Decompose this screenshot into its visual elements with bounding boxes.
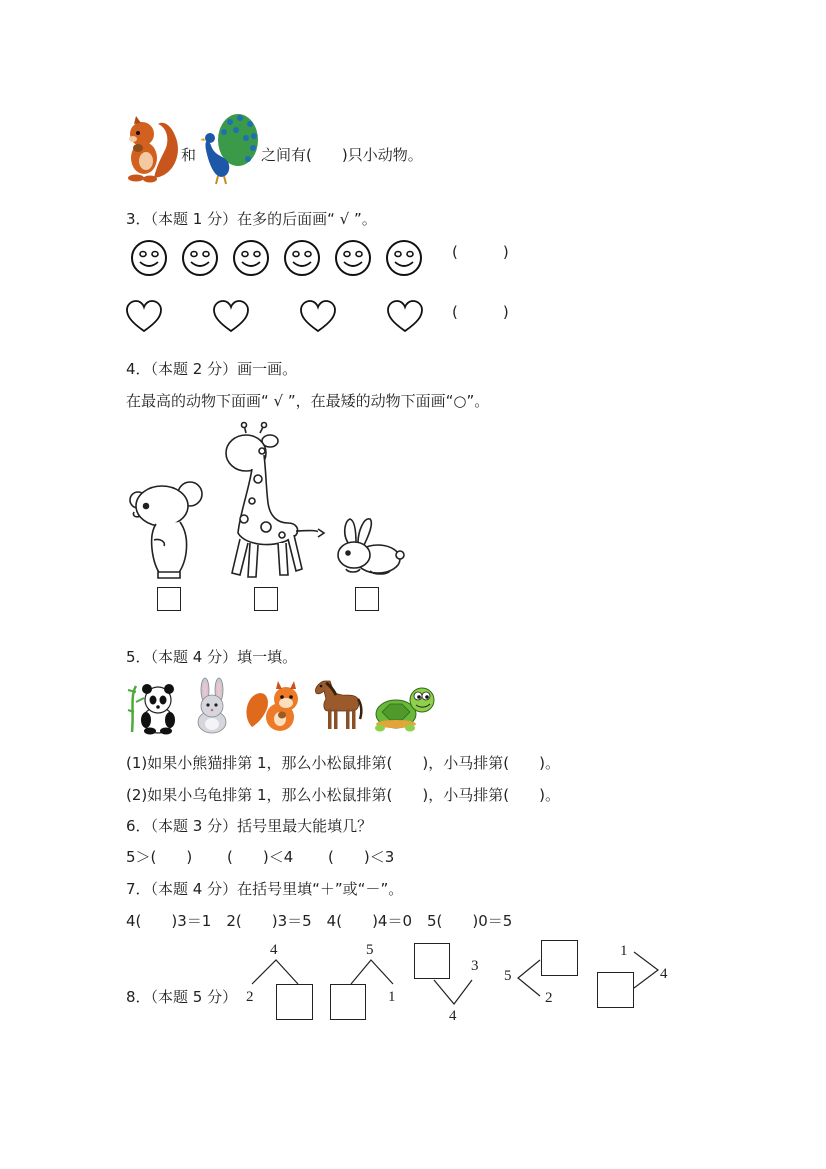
smiley-icon <box>334 239 372 277</box>
q7-title: 7．（本题 4 分）在括号里填“＋”或“－”。 <box>126 880 404 898</box>
q8-title: 8．（本题 5 分） <box>126 988 238 1006</box>
smiley-icon <box>232 239 270 277</box>
q8-bond-2-box[interactable] <box>330 984 366 1020</box>
q8-bond-1-box[interactable] <box>276 984 313 1020</box>
smiley-icon <box>181 239 219 277</box>
mouse-icon <box>128 476 208 580</box>
q5-line1: (1)如果小熊猫排第 1，那么小松鼠排第( )，小马排第( )。 <box>126 754 560 772</box>
q8-bond-4-left: 5 <box>504 968 512 984</box>
q8-bond-2-top: 5 <box>366 942 374 958</box>
q5-line2: (2)如果小乌龟排第 1，那么小松鼠排第( )，小马排第( )。 <box>126 786 560 804</box>
rabbit-icon <box>334 515 404 577</box>
peacock-icon <box>198 110 260 184</box>
q5-title: 5．（本题 4 分）填一填。 <box>126 648 298 666</box>
q4-instruction: 在最高的动物下面画“ √ ”，在最矮的动物下面画“○”。 <box>126 392 490 410</box>
q4-answer-box-mouse[interactable] <box>157 587 181 611</box>
q2-between-text: 之间有( )只小动物。 <box>261 146 423 164</box>
q4-answer-box-giraffe[interactable] <box>254 587 278 611</box>
q7-items: 4( )3＝1 2( )3＝5 4( )4＝0 5( )0＝5 <box>126 912 513 930</box>
q8-bond-3-lines <box>432 976 474 1006</box>
q3-title: 3．（本题 1 分）在多的后面画“ √ ”。 <box>126 210 377 228</box>
heart-icon <box>125 300 163 334</box>
q8-bond-2-lines <box>349 956 395 986</box>
q4-answer-box-rabbit[interactable] <box>355 587 379 611</box>
q8-bond-4-box[interactable] <box>541 940 578 976</box>
q2-and-text: 和 <box>181 146 197 164</box>
q3-smiley-blank[interactable]: ( ) <box>452 243 509 261</box>
q8-bond-4-bottom: 2 <box>545 990 553 1006</box>
smiley-icon <box>385 239 423 277</box>
q8-bond-3-bottom: 4 <box>449 1008 457 1024</box>
panda-icon <box>126 682 178 734</box>
giraffe-icon <box>222 423 326 579</box>
q8-bond-3-right: 3 <box>471 958 479 974</box>
heart-icon <box>212 300 250 334</box>
q8-bond-3-box[interactable] <box>414 943 450 979</box>
squirrel-icon <box>124 114 182 184</box>
q6-title: 6．（本题 3 分）括号里最大能填几？ <box>126 817 373 835</box>
q6-items: 5＞( ) ( )＜4 ( )＜3 <box>126 848 395 866</box>
q3-heart-blank[interactable]: ( ) <box>452 303 509 321</box>
q8-bond-5-right: 4 <box>660 966 668 982</box>
smiley-icon <box>130 239 168 277</box>
q8-bond-1-left: 2 <box>246 989 254 1005</box>
turtle-icon <box>372 684 436 734</box>
q8-bond-5-box[interactable] <box>597 972 634 1008</box>
horse-icon <box>312 677 364 733</box>
rabbit-icon <box>190 678 234 734</box>
q4-title: 4．（本题 2 分）画一画。 <box>126 360 298 378</box>
smiley-icon <box>283 239 321 277</box>
squirrel-icon <box>244 681 308 733</box>
q8-bond-2-right: 1 <box>388 989 396 1005</box>
heart-icon <box>386 300 424 334</box>
q8-bond-5-top: 1 <box>620 943 628 959</box>
heart-icon <box>299 300 337 334</box>
q8-bond-1-top: 4 <box>270 942 278 958</box>
q8-bond-5-lines <box>632 950 662 990</box>
q8-bond-1-lines <box>250 956 300 986</box>
q8-bond-4-lines <box>516 958 544 1000</box>
